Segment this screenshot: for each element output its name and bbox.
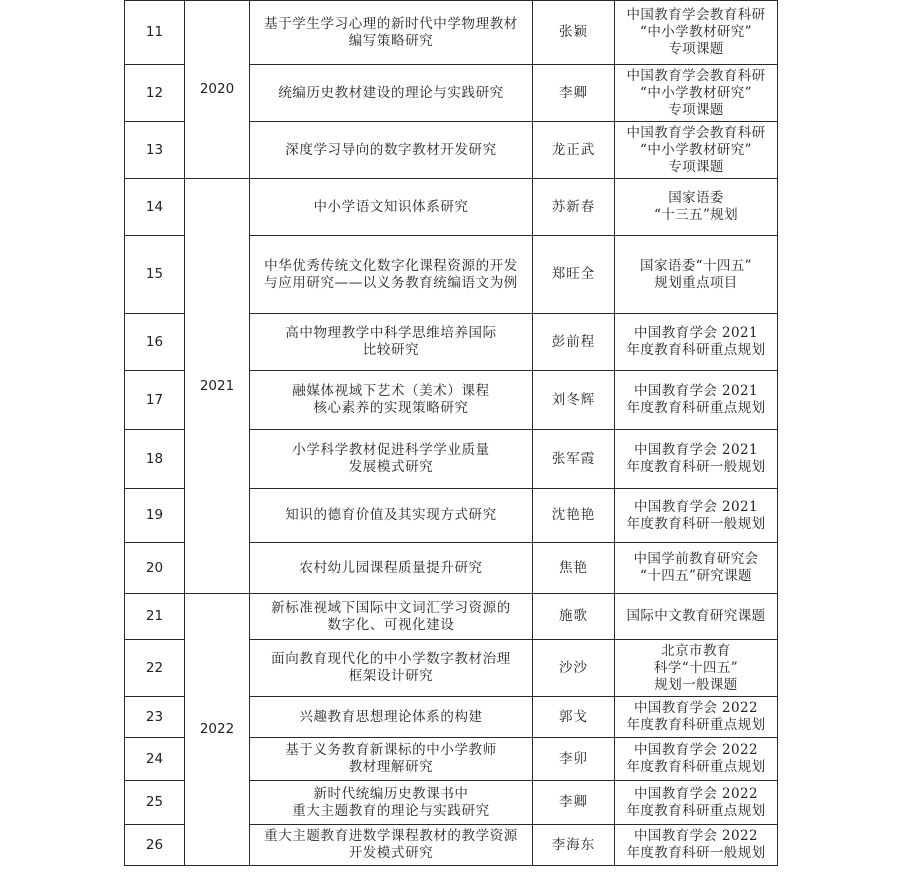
project-source-line: 年度教育科研重点规划	[626, 802, 766, 819]
project-title-line: 中华优秀传统文化数字化课程资源的开发	[264, 257, 518, 274]
project-source-line: 中国教育学会 2021	[633, 498, 759, 515]
row-number: 15	[125, 236, 185, 314]
project-source-line: 中国教育学会 2022	[633, 828, 759, 844]
project-title	[250, 738, 533, 781]
table-row	[125, 179, 778, 236]
project-source-line: 年度教育科研重点规划	[626, 717, 766, 733]
project-title-line: 兴趣教育思想理论体系的构建	[299, 708, 483, 725]
project-source	[615, 825, 778, 866]
project-source-line: “中小学教材研究”	[640, 141, 752, 158]
project-title-line: 新标准视域下国际中文词汇学习资源的	[271, 599, 511, 616]
project-source	[615, 594, 778, 640]
project-source-line: 年度教育科研一般规划	[626, 515, 766, 532]
lead-researcher: 李卿	[533, 65, 615, 122]
project-source-line: “中小学教材研究”	[640, 24, 752, 40]
project-title	[250, 65, 533, 122]
research-projects-table	[124, 0, 778, 866]
project-title	[250, 122, 533, 179]
table-row	[125, 1, 778, 65]
project-source	[615, 1, 778, 65]
project-title	[250, 697, 533, 738]
project-source	[615, 65, 778, 122]
project-source-line: 规划重点项目	[654, 274, 738, 291]
lead-researcher: 刘冬辉	[533, 371, 615, 430]
project-title-line: 农村幼儿园课程质量提升研究	[299, 559, 483, 576]
project-source	[615, 430, 778, 489]
table-row	[125, 594, 778, 640]
project-title-line: 与应用研究——以义务教育统编语文为例	[264, 274, 518, 291]
project-title-line: 重大主题教育进数学课程教材的教学资源	[264, 828, 518, 844]
row-number: 16	[125, 314, 185, 371]
project-source-line: 中国教育学会 2022	[633, 742, 759, 758]
project-source-line: 国家语委	[668, 190, 724, 206]
project-title	[250, 314, 533, 371]
project-title-line: 高中物理教学中科学思维培养国际	[285, 325, 497, 341]
project-source-line: 年度教育科研重点规划	[626, 759, 766, 775]
project-title-line: 重大主题教育的理论与实践研究	[292, 802, 490, 819]
project-source-line: 中国教育学会 2022	[633, 785, 759, 802]
project-source-line: 中国教育学会 2021	[633, 325, 759, 341]
lead-researcher: 沈艳艳	[533, 489, 615, 543]
project-source	[615, 640, 778, 697]
project-source-line: 北京市教育	[661, 642, 731, 659]
project-title	[250, 825, 533, 866]
project-title	[250, 1, 533, 65]
lead-researcher: 沙沙	[533, 640, 615, 697]
project-title-line: 发展模式研究	[348, 459, 434, 475]
project-source-line: 专项课题	[668, 158, 724, 175]
project-source	[615, 489, 778, 543]
project-source-line: 年度教育科研一般规划	[626, 845, 766, 861]
row-number: 18	[125, 430, 185, 489]
row-number: 20	[125, 543, 185, 594]
project-title	[250, 179, 533, 236]
lead-researcher: 施歌	[533, 594, 615, 640]
row-number: 21	[125, 594, 185, 640]
row-number: 25	[125, 781, 185, 825]
row-number: 17	[125, 371, 185, 430]
project-source	[615, 738, 778, 781]
project-title-line: 面向教育现代化的中小学数字教材治理	[271, 651, 511, 667]
row-number: 26	[125, 825, 185, 866]
project-title	[250, 430, 533, 489]
lead-researcher: 苏新春	[533, 179, 615, 236]
project-source	[615, 236, 778, 314]
project-title	[250, 236, 533, 314]
project-source-line: 年度教育科研一般规划	[626, 459, 766, 475]
lead-researcher: 李卯	[533, 738, 615, 781]
project-title-line: 中小学语文知识体系研究	[313, 198, 469, 215]
project-title	[250, 543, 533, 594]
table-body	[125, 1, 778, 866]
lead-researcher: 焦艳	[533, 543, 615, 594]
row-number: 14	[125, 179, 185, 236]
project-title-line: 深度学习导向的数字教材开发研究	[285, 141, 497, 158]
lead-researcher: 张颖	[533, 1, 615, 65]
row-number: 22	[125, 640, 185, 697]
project-source-line: 国家语委“十四五”	[640, 257, 752, 274]
project-source-line: 中国学前教育研究会	[633, 551, 759, 567]
project-source	[615, 179, 778, 236]
year-cell: 2021	[185, 179, 250, 594]
project-source-line: 科学“十四五”	[653, 659, 739, 676]
project-title-line: 核心素养的实现策略研究	[313, 400, 469, 416]
row-number: 23	[125, 697, 185, 738]
lead-researcher: 郭戈	[533, 697, 615, 738]
project-source-line: 中国教育学会 2021	[633, 383, 759, 399]
project-title-line: 比较研究	[362, 342, 420, 358]
project-source-line: 年度教育科研重点规划	[626, 342, 766, 358]
lead-researcher: 李海东	[533, 825, 615, 866]
project-source-line: 国际中文教育研究课题	[626, 608, 766, 624]
project-source-line: “十三五”规划	[653, 207, 739, 223]
lead-researcher: 彭前程	[533, 314, 615, 371]
project-title-line: 新时代统编历史教课书中	[313, 785, 469, 802]
row-number: 11	[125, 1, 185, 65]
project-source	[615, 122, 778, 179]
project-source-line: “中小学教材研究”	[640, 84, 752, 101]
project-source-line: 中国教育学会教育科研	[626, 67, 766, 84]
project-title	[250, 640, 533, 697]
row-number: 19	[125, 489, 185, 543]
project-source	[615, 314, 778, 371]
project-source-line: 中国教育学会教育科研	[626, 124, 766, 141]
project-title	[250, 489, 533, 543]
project-source-line: 规划一般课题	[654, 676, 738, 693]
project-source	[615, 781, 778, 825]
project-title-line: 融媒体视域下艺术（美术）课程	[292, 383, 490, 399]
project-title	[250, 371, 533, 430]
lead-researcher: 龙正武	[533, 122, 615, 179]
project-title-line: 开发模式研究	[348, 845, 434, 861]
project-source-line: 年度教育科研重点规划	[626, 400, 766, 416]
project-title-line: 基于义务教育新课标的中小学教师	[285, 742, 497, 758]
project-title-line: 统编历史教材建设的理论与实践研究	[278, 84, 504, 101]
project-title-line: 小学科学教材促进科学学业质量	[292, 442, 490, 458]
project-title-line: 框架设计研究	[348, 668, 434, 684]
row-number: 12	[125, 65, 185, 122]
project-source	[615, 371, 778, 430]
project-source	[615, 543, 778, 594]
lead-researcher: 张军霞	[533, 430, 615, 489]
project-source-line: 中国教育学会教育科研	[626, 7, 766, 23]
project-title-line: 教材理解研究	[348, 759, 434, 775]
project-title	[250, 781, 533, 825]
row-number: 24	[125, 738, 185, 781]
lead-researcher: 郑旺全	[533, 236, 615, 314]
year-cell: 2022	[185, 594, 250, 866]
project-title-line: 数字化、可视化建设	[327, 616, 455, 633]
project-source-line: 专项课题	[668, 101, 724, 118]
lead-researcher: 李卿	[533, 781, 615, 825]
project-title-line: 知识的德育价值及其实现方式研究	[285, 507, 497, 523]
project-source-line: 中国教育学会 2021	[633, 442, 759, 458]
project-title-line: 基于学生学习心理的新时代中学物理教材	[264, 15, 518, 32]
project-source	[615, 697, 778, 738]
project-title	[250, 594, 533, 640]
year-cell: 2020	[185, 1, 250, 179]
project-source-line: 专项课题	[668, 41, 724, 57]
project-title-line: 编写策略研究	[348, 32, 434, 49]
row-number: 13	[125, 122, 185, 179]
project-source-line: “十四五”研究课题	[640, 568, 752, 584]
project-source-line: 中国教育学会 2022	[633, 700, 759, 716]
